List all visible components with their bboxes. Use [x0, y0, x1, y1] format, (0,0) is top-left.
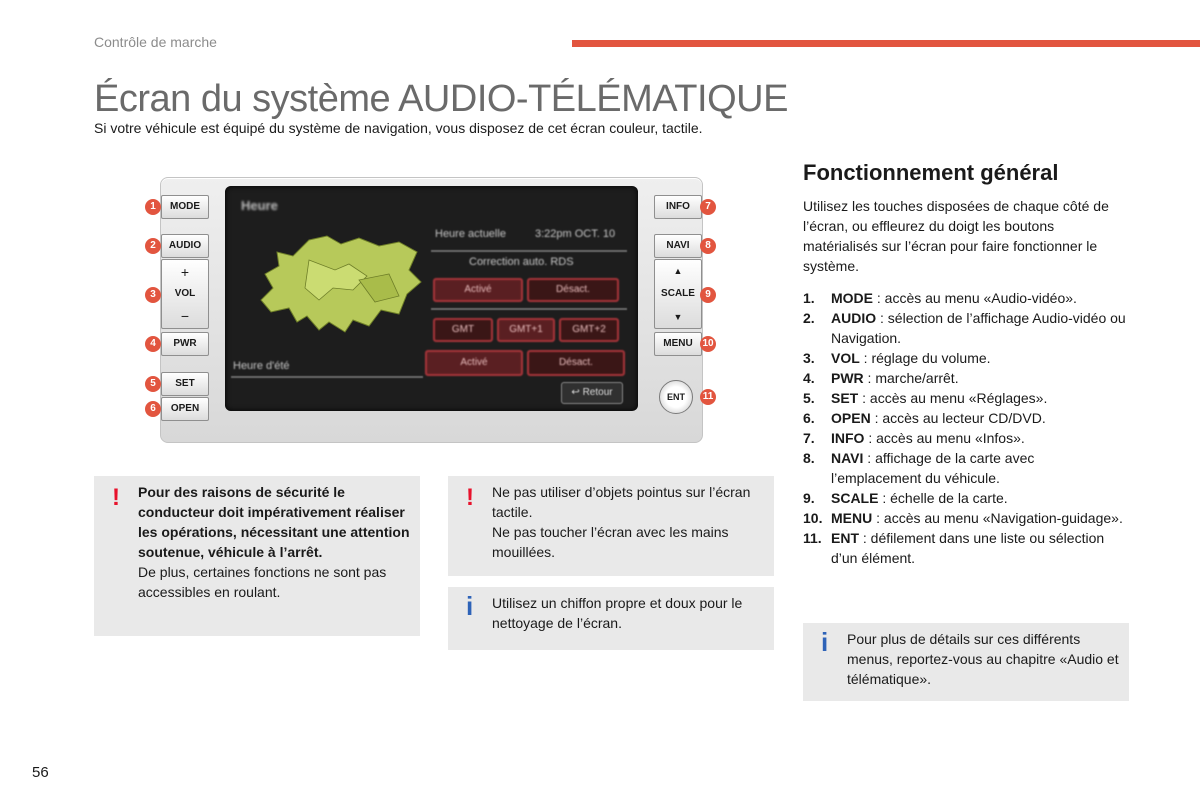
- intro-paragraph: Utilisez les touches disposées de chaque côté de l’écran, ou effleurez du doigt les boutons matérialisés sur l’écran pour faire fonctionner le système.: [803, 198, 1109, 274]
- open-button[interactable]: OPEN: [161, 397, 209, 421]
- controls-list: [803, 288, 1128, 568]
- details-info-text: Pour plus de détails sur ces différents menus, reportez-vous au chapitre «Audio et télématique».: [847, 631, 1119, 687]
- europe-map-icon: [249, 230, 429, 340]
- warning-icon: !: [466, 484, 474, 511]
- scale-up-icon[interactable]: ▲: [673, 266, 683, 276]
- marker-7: 7: [700, 199, 716, 215]
- section-title: Contrôle de marche: [94, 34, 217, 50]
- info-icon: i: [466, 591, 474, 621]
- screen-rds-on-button[interactable]: Activé: [433, 278, 523, 302]
- menu-button[interactable]: MENU: [654, 332, 702, 356]
- current-time-label: Heure actuelle: [435, 228, 506, 240]
- rds-label: Correction auto. RDS: [469, 256, 574, 268]
- screen-warning-box: [448, 476, 774, 576]
- screen-rds-off-button[interactable]: Désact.: [527, 278, 619, 302]
- info-button[interactable]: INFO: [654, 195, 702, 219]
- screen-divider: [431, 250, 627, 252]
- scale-label: SCALE: [661, 288, 695, 299]
- screen-divider: [431, 308, 627, 310]
- list-item: 3. VOL : réglage du volume.: [803, 350, 991, 366]
- screen-gmt-button[interactable]: GMT: [433, 318, 493, 342]
- list-item: 4. PWR : marche/arrêt.: [803, 370, 959, 386]
- marker-4: 4: [145, 336, 161, 352]
- list-item: 9. SCALE : échelle de la carte.: [803, 490, 1008, 506]
- marker-3: 3: [145, 287, 161, 303]
- marker-10: 10: [700, 336, 716, 352]
- mode-button[interactable]: MODE: [161, 195, 209, 219]
- page-title: Écran du système AUDIO-TÉLÉMATIQUE: [94, 78, 788, 120]
- summer-time-label: Heure d'été: [233, 360, 290, 372]
- page-number: 56: [32, 764, 49, 781]
- set-button[interactable]: SET: [161, 372, 209, 396]
- marker-8: 8: [700, 238, 716, 254]
- cleaning-info-box: [448, 587, 774, 650]
- vol-label: VOL: [174, 288, 196, 299]
- current-time-value: 3:22pm OCT. 10: [535, 228, 616, 240]
- marker-2: 2: [145, 238, 161, 254]
- safety-warning-box: [94, 476, 420, 636]
- scale-down-icon[interactable]: ▼: [673, 312, 683, 322]
- marker-1: 1: [145, 199, 161, 215]
- warning-icon: !: [112, 484, 120, 511]
- vol-minus-icon[interactable]: −: [180, 308, 190, 324]
- list-item: 11. ENT : défilement dans une liste ou sélection d’un élément.: [803, 530, 1105, 566]
- screen-summer-off-button[interactable]: Désact.: [527, 350, 625, 376]
- volume-rocker[interactable]: [161, 259, 209, 329]
- list-item: 2. AUDIO : sélection de l’affichage Audio-vidéo ou Navigation.: [803, 310, 1126, 346]
- list-item: 5. SET : accès au menu «Réglages».: [803, 390, 1048, 406]
- list-item: 10. MENU : accès au menu «Navigation-guidage».: [803, 510, 1123, 526]
- marker-11: 11: [700, 389, 716, 405]
- marker-5: 5: [145, 376, 161, 392]
- audio-button[interactable]: AUDIO: [161, 234, 209, 258]
- list-item: 1. MODE : accès au menu «Audio-vidéo».: [803, 290, 1077, 306]
- safety-bold-text: Pour des raisons de sécurité le conducteur doit impérativement réaliser les opérations, nécessitant une attention soutenue, véhicule à l’arrêt.: [138, 484, 410, 560]
- screen-gmt2-button[interactable]: GMT+2: [559, 318, 619, 342]
- details-info-box: [803, 623, 1129, 701]
- cleaning-info-text: Utilisez un chiffon propre et doux pour le nettoyage de l’écran.: [492, 595, 743, 631]
- marker-6: 6: [145, 401, 161, 417]
- safety-normal-text: De plus, certaines fonctions ne sont pas accessibles en roulant.: [138, 564, 387, 600]
- info-icon: i: [821, 627, 829, 657]
- list-item: 8. NAVI : affichage de la carte avec l’emplacement du véhicule.: [803, 450, 1035, 486]
- scale-rocker[interactable]: [654, 259, 702, 329]
- vol-plus-icon[interactable]: +: [180, 264, 190, 280]
- ent-knob[interactable]: ENT: [659, 380, 693, 414]
- screen-title: Heure: [241, 198, 278, 213]
- screen-divider: [231, 376, 423, 378]
- screen-gmt1-button[interactable]: GMT+1: [497, 318, 555, 342]
- list-item: 6. OPEN : accès au lecteur CD/DVD.: [803, 410, 1046, 426]
- warning-line-2: Ne pas toucher l’écran avec les mains mouillées.: [492, 524, 729, 560]
- screen-summer-on-button[interactable]: Activé: [425, 350, 523, 376]
- warning-line-1: Ne pas utiliser d’objets pointus sur l’écran tactile.: [492, 484, 751, 520]
- list-item: 7. INFO : accès au menu «Infos».: [803, 430, 1025, 446]
- page-subtitle: Si votre véhicule est équipé du système de navigation, vous disposez de cet écran couleur, tactile.: [94, 120, 703, 136]
- touch-screen: [225, 186, 638, 411]
- pwr-button[interactable]: PWR: [161, 332, 209, 356]
- accent-bar: [572, 40, 1200, 47]
- screen-back-button[interactable]: ↩ Retour: [561, 382, 623, 404]
- section-heading: Fonctionnement général: [803, 160, 1059, 185]
- marker-9: 9: [700, 287, 716, 303]
- navi-button[interactable]: NAVI: [654, 234, 702, 258]
